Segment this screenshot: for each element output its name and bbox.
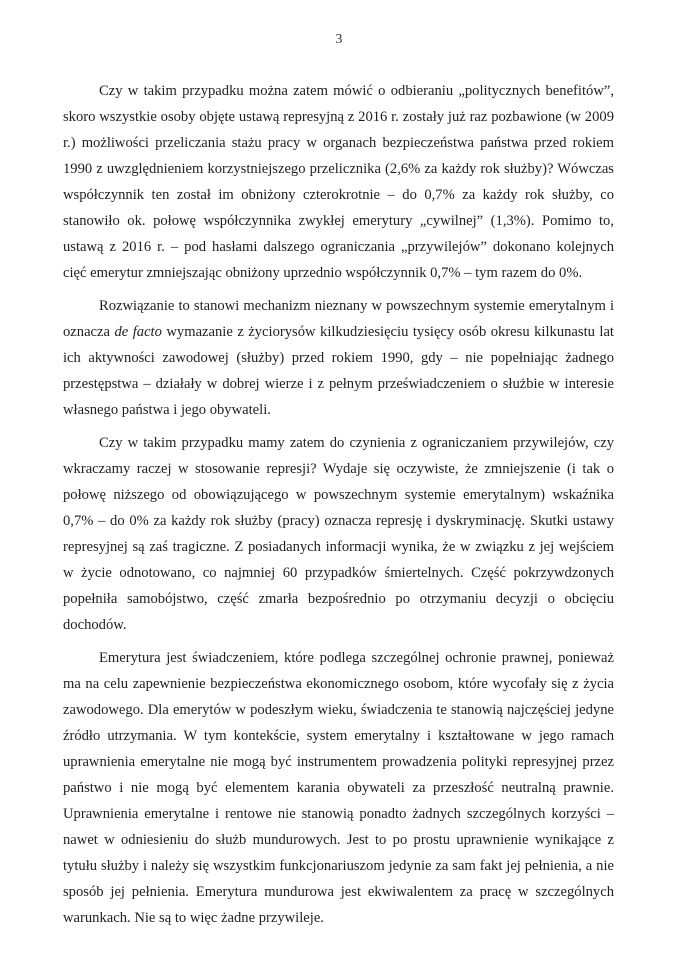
- paragraph-text-italic: de facto: [114, 324, 162, 340]
- paragraph-text: wymazanie z życiorysów kilkudziesięciu tysięcy osób okresu kilkunastu lat ich aktywności zawodowej (służby) przed rokiem 1990, gdy – nie popełniając żadnego przestępstwa – działały w dobrej wierze i z pełnym przeświadczeniem o służbie w interesie własnego państwa i jego obywateli.: [63, 324, 614, 418]
- document-body: [63, 78, 614, 938]
- paragraph: [63, 293, 614, 423]
- page-number: 3: [335, 31, 343, 46]
- paragraph: [63, 78, 614, 286]
- paragraph-text: Emerytura jest świadczeniem, które podlega szczególnej ochronie prawnej, ponieważ ma na celu zapewnienie bezpieczeństwa ekonomicznego osobom, które wycofały się z życia zawodowego. Dla emerytów w podeszłym wieku, świadczenia te stanowią najczęściej jedyne źródło utrzymania. W tym kontekście, system emerytalny i kształtowane w jego ramach uprawnienia emerytalne nie mogą być instrumentem prowadzenia polityki represyjnej przez państwo i nie mogą być elementem karania obywateli za przeszłość neutralną prawnie. Uprawnienia emerytalne i rentowe nie stanowią ponadto żadnych szczególnych korzyści – nawet w odniesieniu do służb mundurowych. Jest to po prostu uprawnienie wynikające z tytułu służby i należy się wszystkim funkcjonariuszom jedynie za sam fakt jej pełnienia, a nie sposób jej pełnienia. Emerytura mundurowa jest ekwiwalentem za pracę w szczególnych warunkach. Nie są to więc żadne przywileje.: [63, 650, 614, 926]
- paragraph-text: Rozwiązanie to stanowi mechanizm nieznany w powszechnym systemie emerytalnym i oznacza: [63, 298, 614, 340]
- paragraph: [63, 430, 614, 638]
- paragraph: [63, 645, 614, 931]
- paragraph-text: Czy w takim przypadku można zatem mówić o odbieraniu „politycznych benefitów”, skoro wszystkie osoby objęte ustawą represyjną z 2016 r. zostały już raz pozbawione (w 2009 r.) możliwości przeliczania stażu pracy w organach bezpieczeństwa państwa przed rokiem 1990 z uwzględnieniem korzystniejszego przelicznika (2,6% za każdy rok służby)? Wówczas współczynnik ten został im obniżony czterokrotnie – do 0,7% za każdy rok służby, co stanowiło ok. połowę współczynnika zwykłej emerytury „cywilnej” (1,3%). Pomimo to, ustawą z 2016 r. – pod hasłami dalszego ograniczania „przywilejów” dokonano kolejnych cięć emerytur zmniejszając obniżony uprzednio współczynnik 0,7% – tym razem do 0%.: [63, 83, 614, 281]
- paragraph-text: Czy w takim przypadku mamy zatem do czynienia z ograniczaniem przywilejów, czy wkraczamy raczej w stosowanie represji? Wydaje się oczywiste, że zmniejszenie (i tak o połowę niższego od obowiązującego w powszechnym systemie emerytalnym) wskaźnika 0,7% – do 0% za każdy rok służby (pracy) oznacza represję i dyskryminację. Skutki ustawy represyjnej są zaś tragiczne. Z posiadanych informacji wynika, że w związku z jej wejściem w życie odnotowano, co najmniej 60 przypadków śmiertelnych. Część pokrzywdzonych popełniła samobójstwo, część zmarła bezpośrednio po otrzymaniu decyzji o obcięciu dochodów.: [63, 435, 614, 633]
